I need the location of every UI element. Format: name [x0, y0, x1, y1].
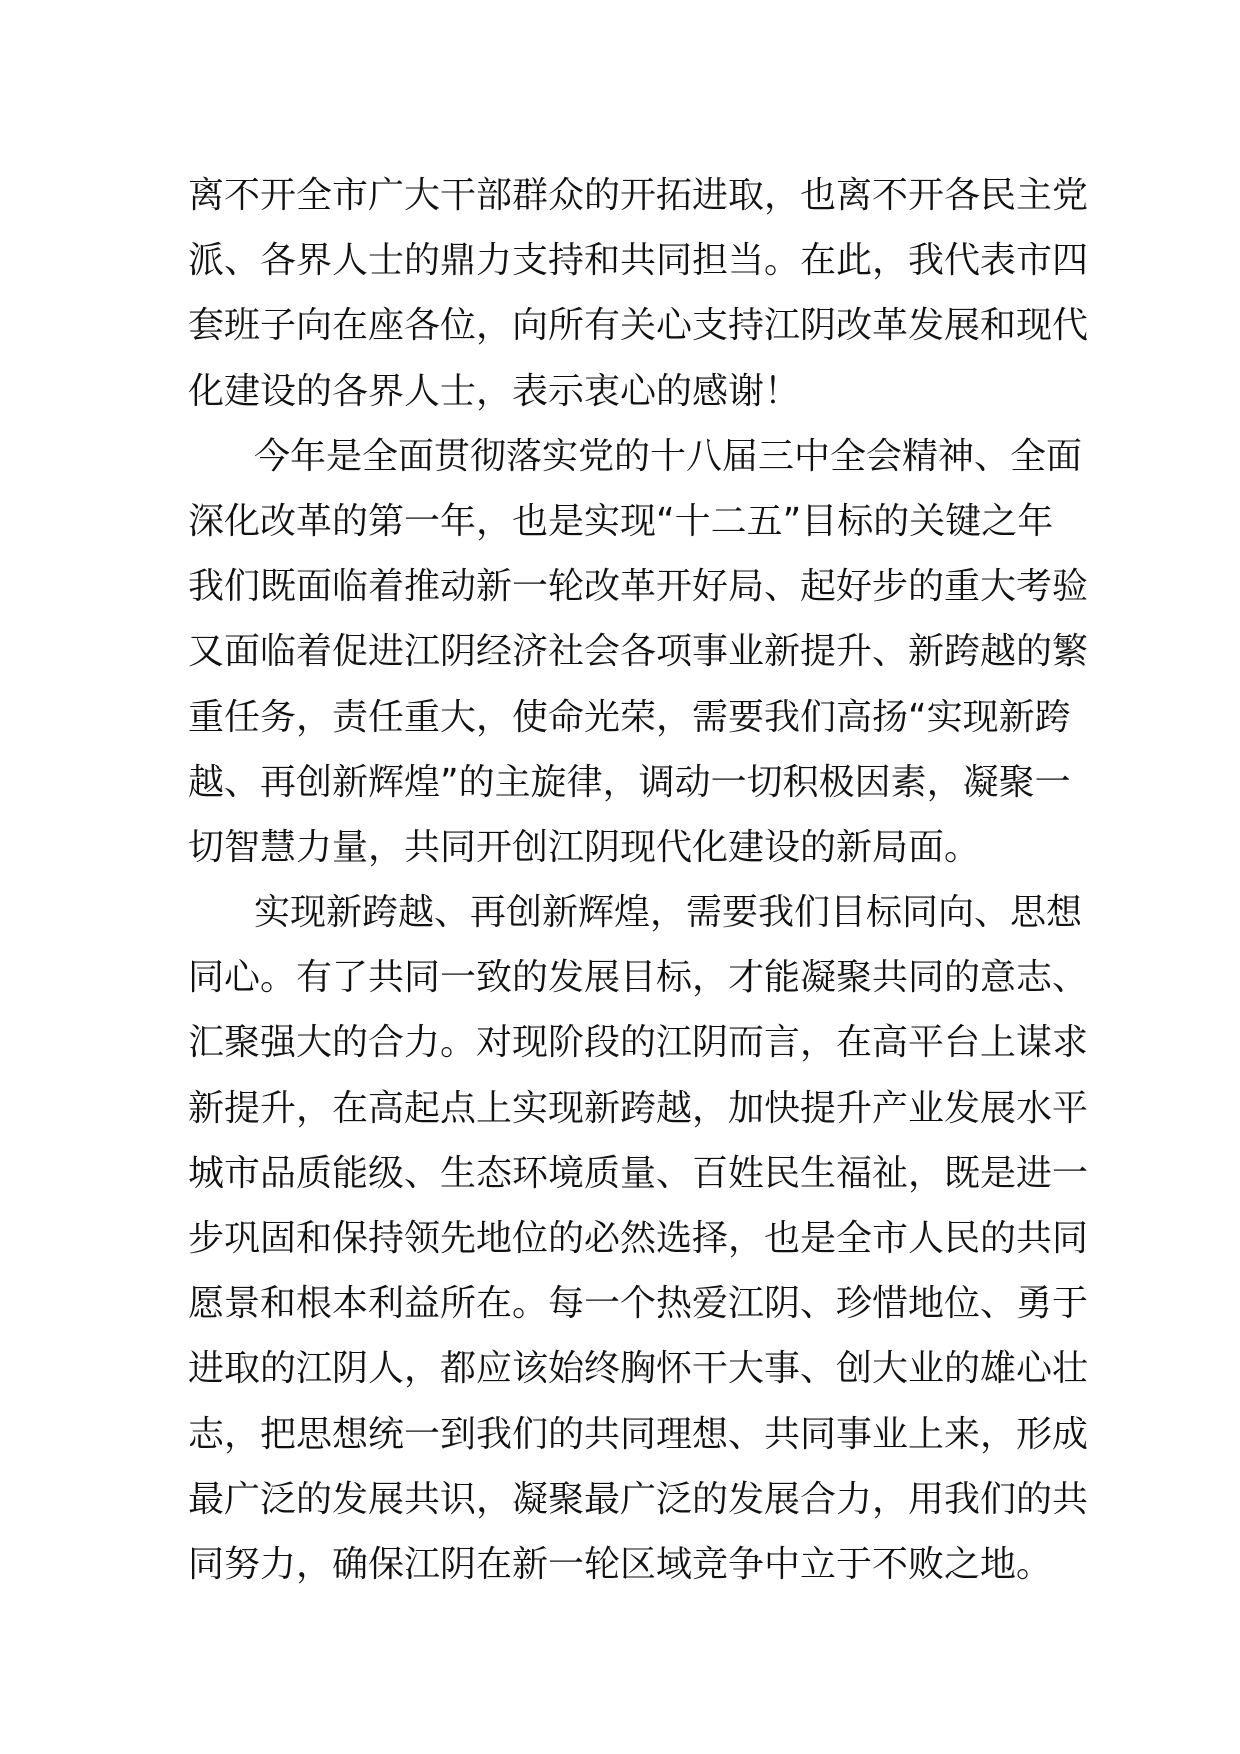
paragraph-1	[188, 163, 1089, 424]
text-line: 套班子向在座各位，向所有关心支持江阴改革发展和现代	[188, 305, 1089, 347]
text-line: 愿景和根本利益所在。每一个热爱江阴、珍惜地位、勇于	[188, 1283, 1089, 1325]
text-line: 切智慧力量，共同开创江阴现代化建设的新局面。	[188, 826, 981, 868]
text-line: 派、各界人士的鼎力支持和共同担当。在此，我代表市四	[188, 240, 1089, 282]
text-line: 化建设的各界人士，表示衷心的感谢！	[188, 370, 801, 412]
text-line: 进取的江阴人，都应该始终胸怀干大事、创大业的雄心壮	[188, 1348, 1089, 1390]
paragraph-2	[188, 424, 1089, 880]
text-line: 重任务，责任重大，使命光荣，需要我们高扬“实现新跨	[188, 696, 1071, 738]
text-line: 离不开全市广大干部群众的开拓进取，也离不开各民主党	[188, 175, 1089, 216]
text-line: 今年是全面贯彻落实党的十八届三中全会精神、全面	[254, 435, 1083, 477]
text-line: 同心。有了共同一致的发展目标，才能凝聚共同的意志、	[188, 957, 1089, 999]
text-line: 步巩固和保持领先地位的必然选择，也是全市人民的共同	[188, 1218, 1089, 1259]
text-line: 我们既面临着推动新一轮改革开好局、起好步的重大考验	[188, 566, 1089, 608]
body-text	[188, 163, 1089, 1597]
text-line: 新提升，在高起点上实现新跨越，加快提升产业发展水平	[188, 1087, 1089, 1129]
text-line: 实现新跨越、再创新辉煌，需要我们目标同向、思想	[254, 892, 1083, 934]
text-line: 同努力，确保江阴在新一轮区域竞争中立于不败之地。	[188, 1543, 1053, 1585]
text-line: 深化改革的第一年，也是实现“十二五”目标的关键之年	[188, 500, 1054, 542]
text-line: 又面临着促进江阴经济社会各项事业新提升、新跨越的繁	[188, 631, 1089, 673]
paragraph-3	[188, 880, 1089, 1597]
text-line: 越、再创新辉煌”的主旋律，调动一切积极因素，凝聚一	[188, 761, 1071, 803]
text-line: 城市品质能级、生态环境质量、百姓民生福祉，既是进一	[188, 1152, 1089, 1194]
text-line: 汇聚强大的合力。对现阶段的江阴而言，在高平台上谋求	[188, 1022, 1089, 1064]
text-line: 最广泛的发展共识，凝聚最广泛的发展合力，用我们的共	[188, 1478, 1089, 1520]
text-line: 志，把思想统一到我们的共同理想、共同事业上来，形成	[188, 1413, 1089, 1455]
